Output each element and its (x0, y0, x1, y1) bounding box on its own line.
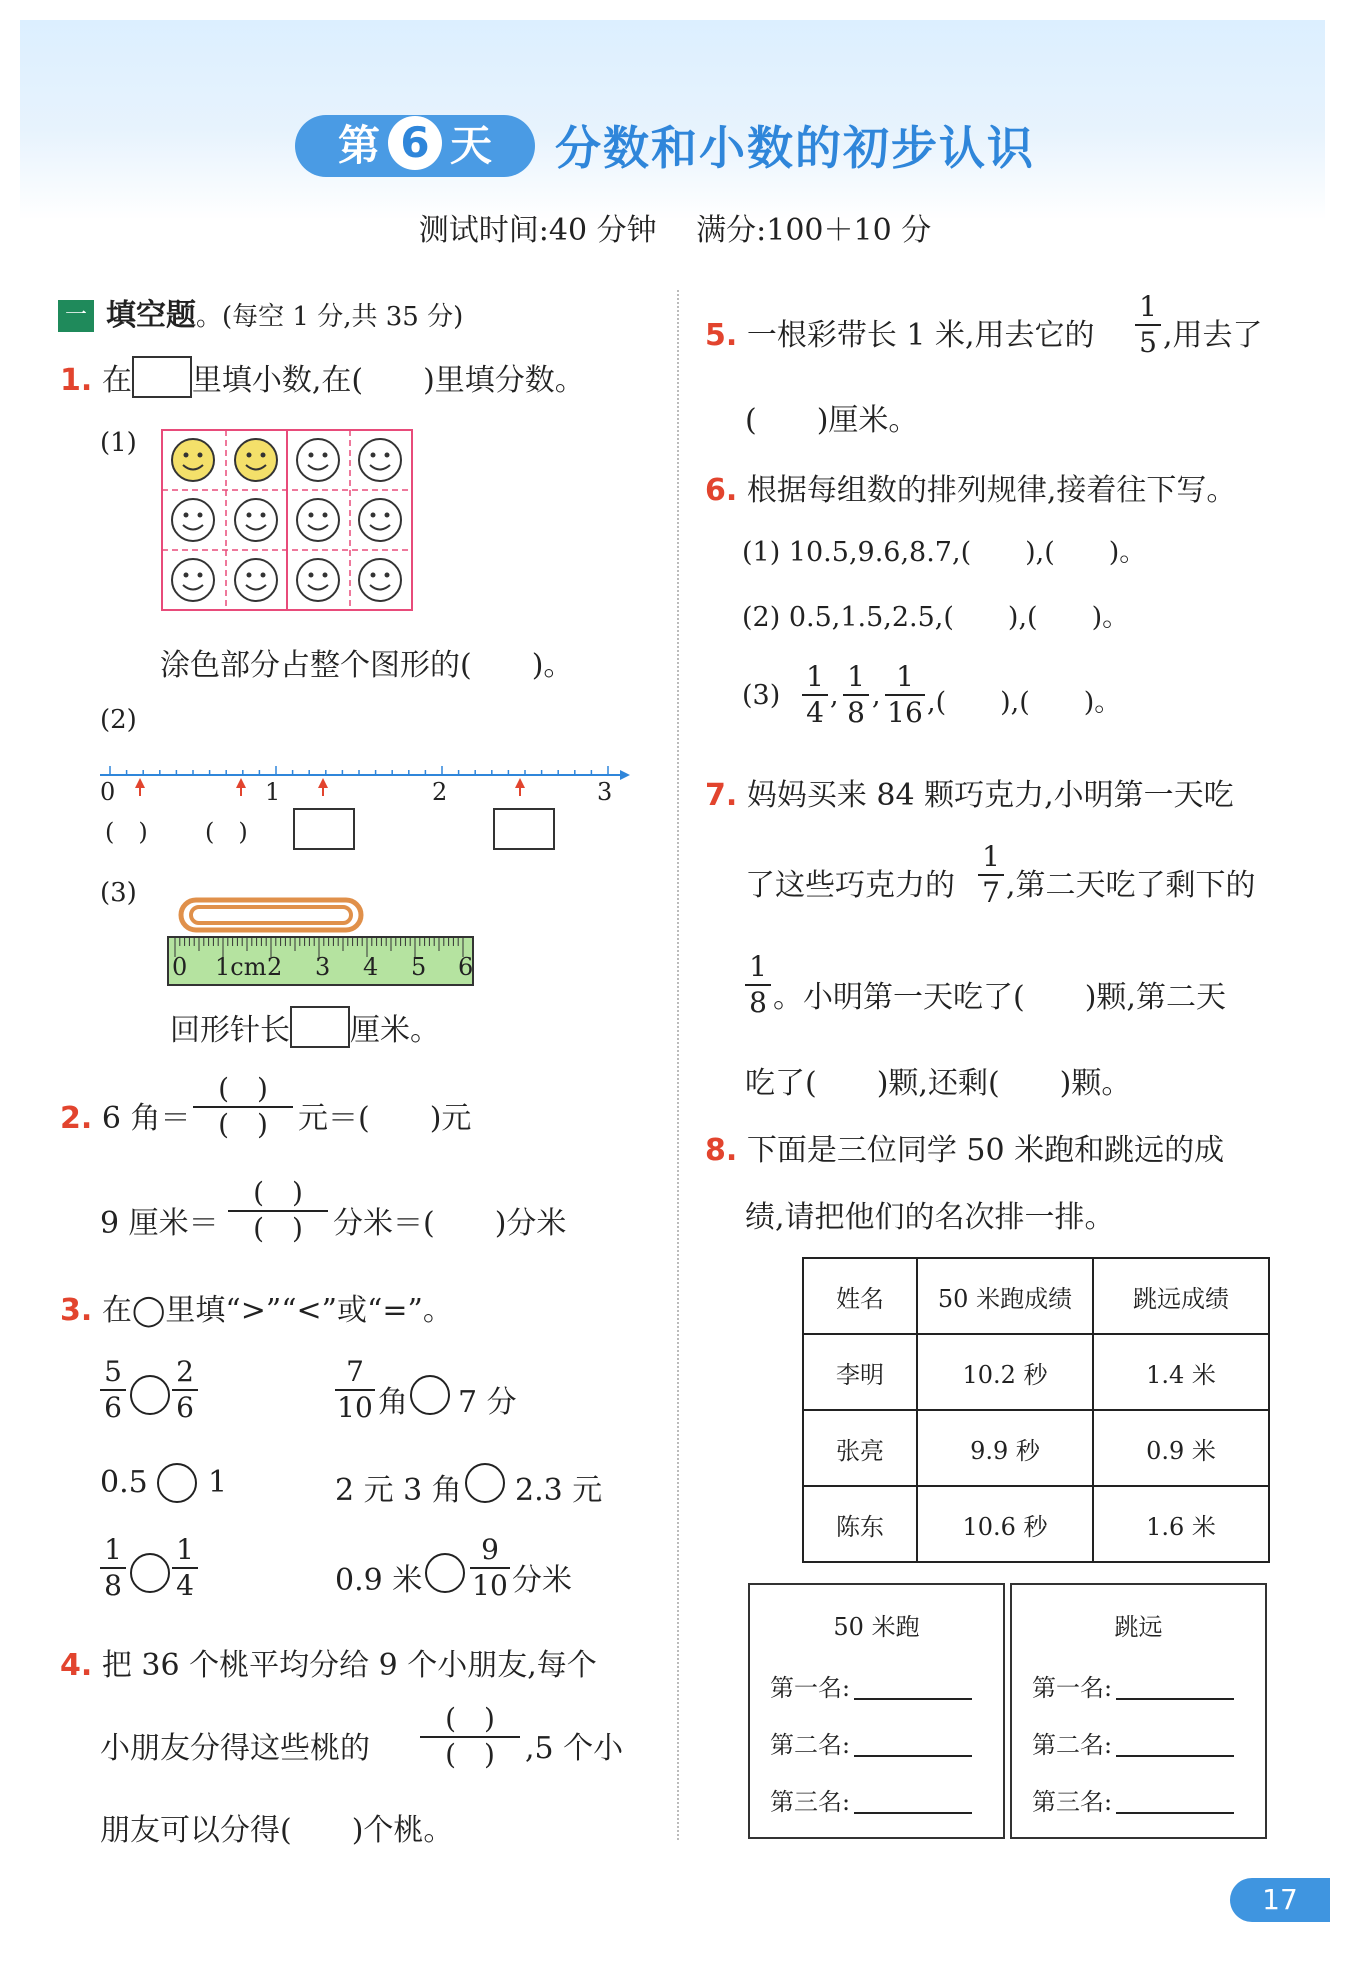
question-number: 1. (60, 363, 93, 398)
question-number: 3. (60, 1293, 93, 1328)
q6-sub3-tail: ,( ),( )。 (927, 687, 1122, 718)
question-number: 7. (705, 778, 738, 813)
question-number: 6. (705, 473, 738, 508)
q3-r2-left-b: 1 (208, 1465, 228, 1500)
day-prefix: 第 (337, 121, 380, 170)
table-header-row (803, 1258, 1269, 1334)
rank-label: 第一名: (770, 1674, 851, 1702)
fraction (172, 1355, 198, 1425)
q3-r2-left-a: 0.5 (100, 1465, 148, 1500)
rank-blank[interactable] (854, 1674, 972, 1700)
q4-l2-a: 小朋友分得这些桃的 (100, 1731, 370, 1766)
fraction (335, 1355, 375, 1425)
numerator: 1 (100, 1533, 126, 1569)
q3-r2-right-b: 2.3 元 (515, 1473, 603, 1508)
q2-l2-a: 9 厘米＝ (100, 1206, 219, 1241)
q3-text: 在◯里填“>”“<”或“=”。 (101, 1293, 453, 1328)
rank-blank[interactable] (1116, 1788, 1234, 1814)
q5-l1-b: ,用去了 (1163, 318, 1263, 353)
ruler-label-5: 5 (411, 953, 427, 981)
section-title: 填空题 (106, 298, 196, 333)
ruler-label-6: 6 (458, 953, 474, 981)
denominator: ( ) (218, 1108, 268, 1141)
compare-circle[interactable] (465, 1463, 505, 1503)
q2-l1-a: 6 角＝ (101, 1101, 191, 1136)
denominator: 16 (887, 696, 923, 729)
numerator: 2 (172, 1355, 198, 1391)
question-7-line1 (705, 770, 1234, 814)
numerator: 1 (745, 950, 771, 986)
paperclip-icon (181, 900, 361, 930)
smiley-icon (235, 559, 277, 601)
table-cell: 10.2 秒 (917, 1334, 1093, 1410)
rank-line[interactable] (770, 1668, 972, 1703)
numerator: 1 (978, 840, 1004, 876)
comma: , (872, 680, 881, 711)
ruler-label-3: 3 (315, 953, 331, 981)
fraction-blank[interactable] (193, 1072, 293, 1142)
q6-sub2: (2) 0.5,1.5,2.5,( ),( )。 (742, 602, 1130, 633)
numerator: ( ) (228, 1176, 328, 1212)
blank-paren-2[interactable]: ( ) (205, 818, 248, 846)
rank-line[interactable] (1032, 1782, 1234, 1817)
axis-label-1: 1 (265, 778, 281, 806)
numerator: 1 (843, 660, 869, 696)
arrow-markers (135, 778, 525, 796)
table-row (803, 1334, 1269, 1410)
q8-l2: 绩,请把他们的名次排一排。 (745, 1200, 1115, 1235)
question-2-line1 (60, 1093, 190, 1137)
q5-l1-a: 一根彩带长 1 米,用去它的 (746, 318, 1095, 353)
score-table (802, 1257, 1270, 1563)
smiley-icon (359, 559, 401, 601)
q2-l2-b: 分米＝( )分米 (333, 1206, 567, 1241)
smiley-icon (297, 499, 339, 541)
rank-label: 第二名: (770, 1731, 851, 1759)
question-1 (60, 355, 585, 399)
q7-l4: 吃了( )颗,还剩( )颗。 (745, 1066, 1132, 1101)
q3-r2-right-a: 2 元 3 角 (335, 1473, 462, 1508)
rank-line[interactable] (770, 1725, 972, 1760)
fraction (172, 1533, 198, 1603)
numerator: 1 (1135, 290, 1161, 326)
q1-part1-text: 涂色部分占整个图形的( )。 (160, 648, 574, 683)
numerator: 9 (470, 1533, 510, 1569)
smiley-grid (160, 428, 415, 613)
q4-l1: 把 36 个桃平均分给 9 个小朋友,每个 (101, 1648, 597, 1683)
numerator: ( ) (420, 1702, 520, 1738)
page-title: 分数和小数的初步认识 (555, 121, 1035, 175)
q7-l2-a: 了这些巧克力的 (745, 868, 955, 903)
q3-r3-right-a: 0.9 米 (335, 1563, 423, 1598)
q6-sub3-label: (3) (742, 680, 781, 711)
denominator: 8 (847, 696, 865, 729)
fraction (100, 1533, 126, 1603)
denominator: 8 (104, 1569, 122, 1602)
section-icon: 一 (58, 300, 94, 332)
q7-l3: 。小明第一天吃了( )颗,第二天 (773, 980, 1226, 1015)
shaded-smiley-icon (172, 439, 214, 481)
compare-circle[interactable] (410, 1375, 450, 1415)
q5-l2: ( )厘米。 (745, 403, 919, 438)
denominator: 4 (806, 696, 824, 729)
table-cell: 张亮 (803, 1410, 917, 1486)
question-number: 2. (60, 1101, 93, 1136)
table-cell: 9.9 秒 (917, 1410, 1093, 1486)
day-badge (295, 115, 535, 177)
question-8-line1 (705, 1125, 1224, 1169)
rank-line[interactable] (770, 1782, 972, 1817)
fraction (470, 1533, 510, 1603)
ruler-label-1cm: 1cm (215, 953, 267, 981)
denominator: 10 (337, 1391, 373, 1424)
q7-l1: 妈妈买来 84 颗巧克力,小明第一天吃 (746, 778, 1234, 813)
compare-circle[interactable] (157, 1463, 197, 1503)
q1-part2-label: (2) (100, 705, 137, 735)
answer-box[interactable] (132, 356, 192, 398)
axis-label-3: 3 (597, 778, 613, 806)
table-row (803, 1486, 1269, 1562)
q8-l1: 下面是三位同学 50 米跑和跳远的成 (746, 1133, 1225, 1168)
question-number: 4. (60, 1648, 93, 1683)
ranking-box-50m (748, 1583, 1005, 1839)
table-header: 姓名 (803, 1258, 917, 1334)
denominator: ( ) (445, 1738, 495, 1771)
fraction (802, 660, 828, 730)
denominator: 10 (472, 1569, 508, 1602)
rank-label: 第一名: (1032, 1674, 1113, 1702)
rank-blank[interactable] (854, 1788, 972, 1814)
ruler-label-2: 2 (267, 953, 283, 981)
page-number: 17 (1230, 1878, 1330, 1922)
numerator: 7 (335, 1355, 375, 1391)
table-header: 50 米跑成绩 (917, 1258, 1093, 1334)
q4-l3: 朋友可以分得( )个桃。 (100, 1813, 454, 1848)
table-cell: 1.6 米 (1093, 1486, 1269, 1562)
ranking-box-title: 跳远 (1114, 1613, 1163, 1641)
denominator: 4 (176, 1569, 194, 1602)
denominator: 7 (982, 876, 1000, 909)
rank-blank[interactable] (854, 1731, 972, 1757)
fraction-blank[interactable] (228, 1176, 328, 1246)
numerator: 1 (802, 660, 828, 696)
q6-sub1: (1) 10.5,9.6,8.7,( ),( )。 (742, 537, 1147, 568)
q6-text: 根据每组数的排列规律,接着往下写。 (746, 473, 1237, 508)
question-6 (705, 465, 1236, 509)
section-note: 。(每空 1 分,共 35 分) (196, 302, 464, 332)
axis-label-0: 0 (100, 778, 116, 806)
smiley-icon (235, 499, 277, 541)
compare-circle[interactable] (130, 1375, 170, 1415)
column-divider (677, 290, 679, 1840)
denominator: ( ) (253, 1212, 303, 1245)
q1-p3-text-b: 厘米。 (350, 1013, 440, 1048)
answer-box[interactable] (290, 1006, 350, 1048)
q1-part1-label: (1) (100, 428, 137, 458)
table-cell: 0.9 米 (1093, 1410, 1269, 1486)
ruler-label-4: 4 (363, 953, 379, 981)
rank-blank[interactable] (1116, 1731, 1234, 1757)
rank-label: 第三名: (770, 1788, 851, 1816)
table-cell: 1.4 米 (1093, 1334, 1269, 1410)
numerator: 1 (885, 660, 925, 696)
denominator: 6 (176, 1391, 194, 1424)
table-cell: 10.6 秒 (917, 1486, 1093, 1562)
denominator: 5 (1139, 326, 1157, 359)
table-header: 跳远成绩 (1093, 1258, 1269, 1334)
smiley-icon (359, 499, 401, 541)
q1-p3-text-a: 回形针长 (170, 1013, 290, 1048)
fraction (100, 1355, 126, 1425)
q7-l2-b: ,第二天吃了剩下的 (1006, 868, 1256, 903)
fraction (745, 950, 771, 1020)
table-cell: 李明 (803, 1334, 917, 1410)
q3-r1-text-b: 7 分 (458, 1385, 517, 1420)
test-info: 测试时间:40 分钟 满分:100＋10 分 (418, 213, 932, 248)
denominator: 8 (749, 986, 767, 1019)
table-cell: 陈东 (803, 1486, 917, 1562)
rank-line[interactable] (1032, 1668, 1234, 1703)
compare-circle[interactable] (130, 1553, 170, 1593)
fraction (843, 660, 869, 730)
denominator: 6 (104, 1391, 122, 1424)
q1-part3-label: (3) (100, 878, 137, 908)
q1-text-b: 里填小数,在( )里填分数。 (191, 363, 585, 398)
q3-r3-right-b: 分米 (512, 1563, 572, 1598)
smiley-icon (172, 499, 214, 541)
compare-circle[interactable] (425, 1553, 465, 1593)
q3-r1-text-a: 角 (378, 1385, 408, 1420)
answer-box[interactable] (293, 808, 355, 850)
blank-paren-1[interactable]: ( ) (105, 818, 148, 846)
section-heading (58, 290, 463, 334)
smiley-icon (297, 439, 339, 481)
rank-label: 第二名: (1032, 1731, 1113, 1759)
fraction (1135, 290, 1161, 360)
ranking-box-title: 50 米跑 (833, 1613, 920, 1641)
comma: , (830, 680, 839, 711)
day-number: 6 (388, 116, 442, 170)
numerator: 5 (100, 1355, 126, 1391)
fraction (885, 660, 925, 730)
rank-label: 第三名: (1032, 1788, 1113, 1816)
fraction-blank[interactable] (420, 1702, 520, 1772)
q2-l1-b: 元＝( )元 (298, 1101, 472, 1136)
table-row (803, 1410, 1269, 1486)
smiley-icon (359, 439, 401, 481)
q1-part3-text (170, 1005, 440, 1049)
ranking-box-long-jump (1010, 1583, 1267, 1839)
smiley-icon (172, 559, 214, 601)
fraction (978, 840, 1004, 910)
q1-text-a: 在 (101, 363, 132, 398)
q4-l2-b: ,5 个小 (525, 1731, 624, 1766)
question-number: 8. (705, 1133, 738, 1168)
numerator: 1 (172, 1533, 198, 1569)
question-4-line1 (60, 1640, 597, 1684)
ruler-label-0: 0 (172, 953, 188, 981)
rank-line[interactable] (1032, 1725, 1234, 1760)
smiley-icon (297, 559, 339, 601)
question-number: 5. (705, 318, 738, 353)
question-3 (60, 1285, 453, 1329)
rank-blank[interactable] (1116, 1674, 1234, 1700)
answer-box[interactable] (493, 808, 555, 850)
shaded-smiley-icon (235, 439, 277, 481)
axis-label-2: 2 (432, 778, 448, 806)
day-suffix: 天 (450, 121, 493, 170)
numerator: ( ) (193, 1072, 293, 1108)
question-5-line1 (705, 310, 1095, 354)
